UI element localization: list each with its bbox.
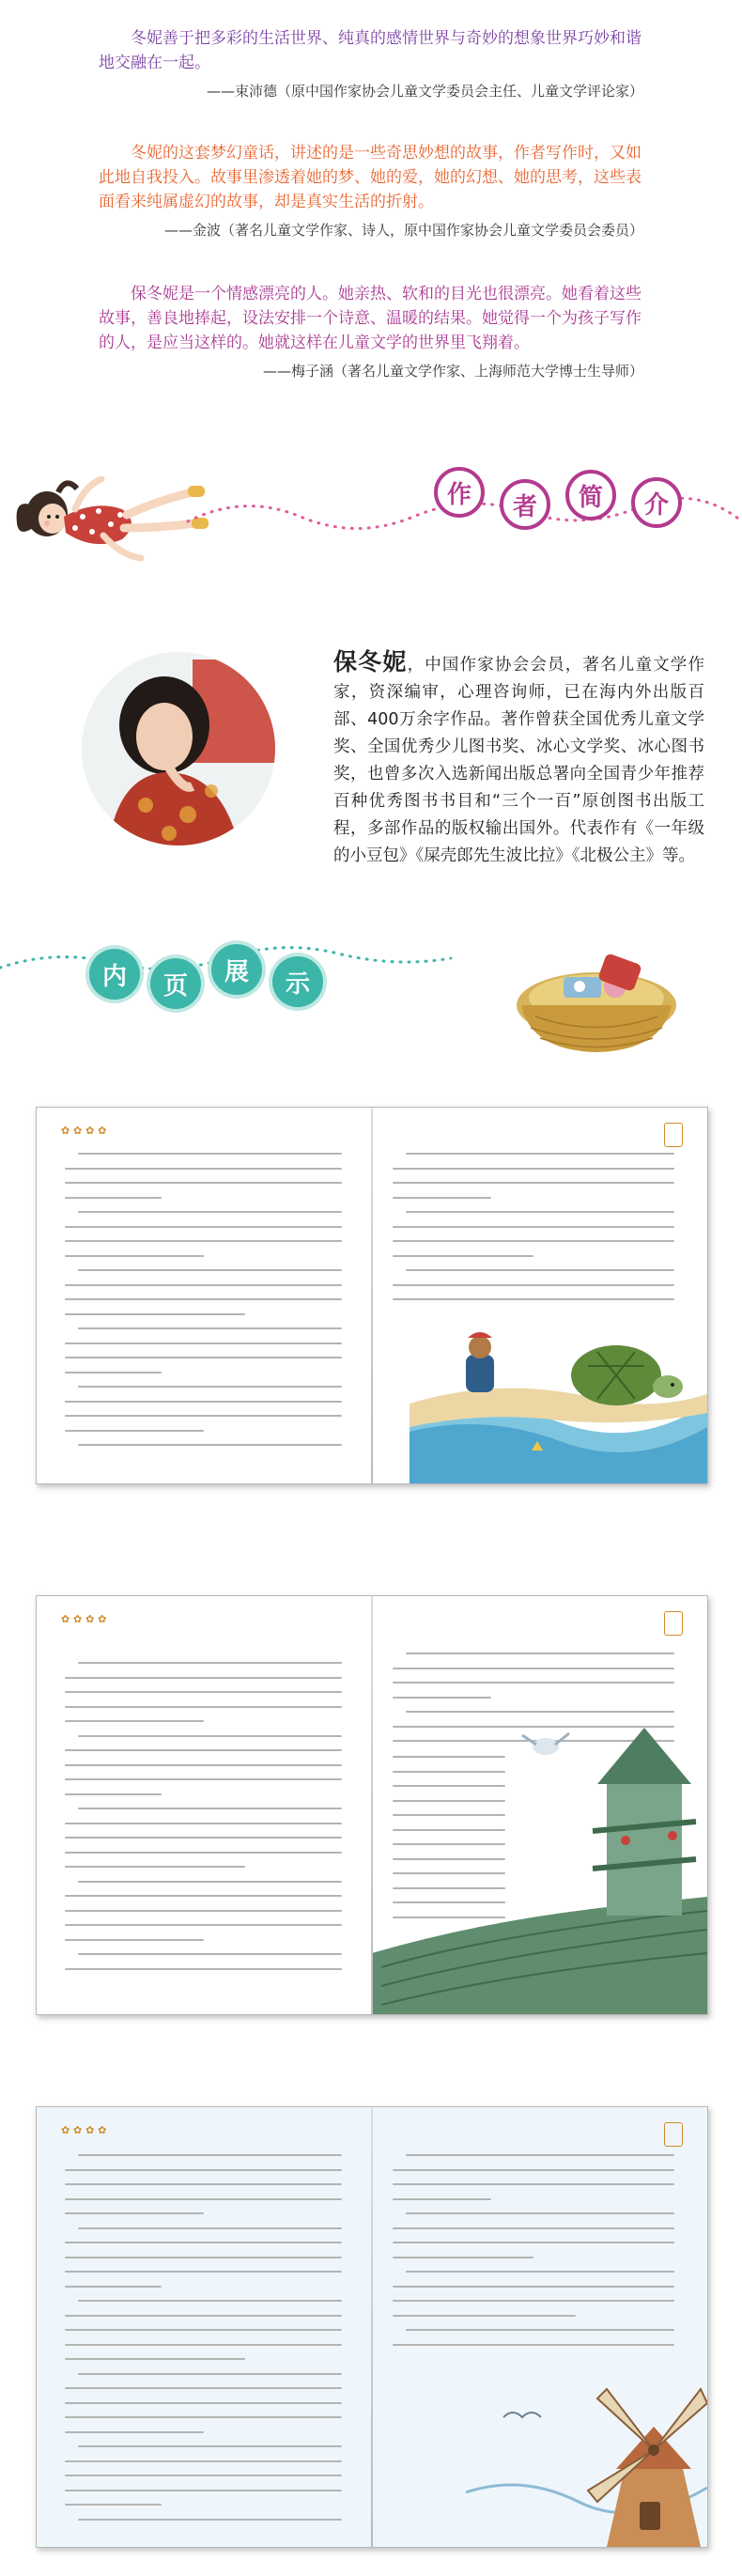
page-text-line xyxy=(65,1793,162,1795)
review-1 xyxy=(99,26,643,103)
page-text-line xyxy=(78,1153,342,1155)
page-text-line xyxy=(65,2329,342,2331)
page-text-line xyxy=(65,1342,342,1344)
page-text-line xyxy=(393,2169,674,2171)
review-text: 冬妮的这套梦幻童话，讲述的是一些奇思妙想的故事，作者写作时，又如此地自我投入。故事里渗透着她的梦、她的爱，她的幻想、她的思考，这些表面看来纯属虚幻的故事，却是真实生活的折射。 xyxy=(99,144,642,211)
spread-gutter xyxy=(371,1108,373,1483)
spread-left-page xyxy=(37,1108,372,1483)
page-text-line xyxy=(406,1211,674,1213)
spread-right-page xyxy=(372,1596,707,2014)
page-text-line xyxy=(393,1284,674,1286)
page-text-line xyxy=(393,2286,674,2288)
review-signature: ——金波（著名儿童文学作家、诗人，原中国作家协会儿童文学委员会委员） xyxy=(163,222,643,239)
page-text-line xyxy=(393,1697,491,1699)
author-bio xyxy=(333,648,704,870)
page-text-line xyxy=(65,2402,342,2404)
section-char: 页 xyxy=(150,958,201,1009)
page-text-line xyxy=(78,1269,342,1271)
page-text-line xyxy=(406,2329,674,2331)
page-text-line xyxy=(65,1372,162,1373)
page-text-line xyxy=(393,1668,674,1669)
page-text-line xyxy=(65,1939,204,1941)
page-text-line xyxy=(65,1298,342,1300)
page-text-line xyxy=(393,1182,674,1184)
page-text-line xyxy=(406,2154,674,2156)
page-spread-3 xyxy=(36,2106,708,2548)
author-photo xyxy=(80,650,277,847)
spread-left-page xyxy=(37,1596,372,2014)
page-text-line xyxy=(393,2227,674,2229)
review-text: 冬妮善于把多彩的生活世界、纯真的感情世界与奇妙的想象世界巧妙和谐地交融在一起。 xyxy=(99,29,642,72)
page-text-line xyxy=(65,2315,342,2317)
page-text-line xyxy=(393,2242,674,2243)
page-text-line xyxy=(406,1153,674,1155)
section-char: 介 xyxy=(631,477,682,528)
page-text-line xyxy=(65,1778,342,1780)
series-logo: ✿ ✿ ✿ ✿ xyxy=(61,1125,107,1137)
section-char: 者 xyxy=(500,479,550,530)
page-text-line xyxy=(78,1327,342,1329)
page-text-line xyxy=(65,2431,204,2433)
page-text-line xyxy=(78,2373,342,2375)
page-text-line xyxy=(65,2475,342,2476)
page-text-line xyxy=(65,1924,342,1926)
page-text-line xyxy=(406,2271,674,2273)
page-text-line xyxy=(65,2286,162,2288)
author-name: 保冬妮 xyxy=(333,648,408,675)
page-corner-mark xyxy=(664,1123,683,1147)
page-text-line xyxy=(65,2416,342,2418)
page-text-line xyxy=(65,1895,342,1897)
section-char: 内 xyxy=(89,949,140,1000)
section-char: 展 xyxy=(211,944,262,995)
page-text-line xyxy=(65,1401,342,1403)
page-text-line xyxy=(65,2504,162,2506)
page-text-line xyxy=(65,1357,342,1358)
page-text-line xyxy=(406,1711,674,1713)
page-text-line xyxy=(65,1866,245,1868)
page-spread-2 xyxy=(36,1595,708,2015)
author-description: ，中国作家协会会员，著名儿童文学作家，资深编审，心理咨询师，已在海内外出版百部、400万余字作品。著作曾获全国优秀儿童文学奖、全国优秀少儿图书奖、冰心文学奖、冰心图书奖，也曾多次入选新闻出版总署向全国青少年推荐百种优秀图书书目和“三个一百”原创图书出版工程，多部作品的版权输出国外。代表作有《一年级的小豆包》《屎壳郎先生波比拉》《北极公主》等。 xyxy=(333,656,704,865)
page-text-line xyxy=(78,1735,342,1737)
page-text-line xyxy=(65,1910,342,1912)
review-3 xyxy=(99,282,643,383)
page-text-line xyxy=(65,1837,342,1839)
review-2 xyxy=(99,141,643,242)
page-text-line xyxy=(65,2212,204,2214)
review-signature: ——束沛德（原中国作家协会儿童文学委员会主任、儿童文学评论家） xyxy=(206,83,643,100)
page-text-line xyxy=(65,2358,245,2360)
page-text-line xyxy=(65,2198,342,2200)
page-text-line xyxy=(78,1953,342,1955)
page-text-line xyxy=(65,1852,342,1854)
page-text-line xyxy=(65,2271,342,2273)
page-text-line xyxy=(393,1682,674,1684)
review-text: 保冬妮是一个情感漂亮的人。她亲热、软和的目光也很漂亮。她看着这些故事，善良地捧起，设法安排一个诗意、温暖的结果。她觉得一个为孩子写作的人，是应当这样的。她就这样在儿童文学的世界里飞翔着。 xyxy=(99,285,642,352)
spread-right-page xyxy=(372,2107,707,2547)
page-spread-1 xyxy=(36,1107,708,1484)
series-logo: ✿ ✿ ✿ ✿ xyxy=(61,2124,107,2136)
page-text-line xyxy=(65,1226,342,1228)
page-text-line xyxy=(65,2169,342,2171)
page-text-line xyxy=(65,2387,342,2389)
page-text-line xyxy=(78,2227,342,2229)
spread-right-page xyxy=(372,1108,707,1483)
section-char: 示 xyxy=(272,956,323,1007)
rooftop-illustration xyxy=(372,1718,707,2014)
spread-gutter xyxy=(371,1596,373,2014)
basket-illustration xyxy=(512,939,681,1062)
page-text-line xyxy=(65,1706,342,1708)
page-text-line xyxy=(65,1240,342,1242)
page-text-line xyxy=(65,2460,342,2462)
series-logo: ✿ ✿ ✿ ✿ xyxy=(61,1613,107,1625)
page-text-line xyxy=(65,1255,204,1257)
page-text-line xyxy=(78,1881,342,1883)
page-text-line xyxy=(406,1269,674,1271)
page-text-line xyxy=(78,1386,342,1388)
section-char: 简 xyxy=(565,470,616,520)
review-signature: ——梅子涵（著名儿童文学作家、上海师范大学博士生导师） xyxy=(262,363,643,380)
page-text-line xyxy=(65,1182,342,1184)
page-text-line xyxy=(65,1415,342,1417)
page-text-line xyxy=(78,1662,342,1664)
page-text-line xyxy=(65,2344,342,2346)
page-text-line xyxy=(65,1313,245,1315)
page-corner-mark xyxy=(664,1611,683,1636)
page-text-line xyxy=(393,1168,674,1170)
page-text-line xyxy=(393,1226,674,1228)
page-text-line xyxy=(65,2490,342,2491)
page-text-line xyxy=(78,2519,342,2521)
page-text-line xyxy=(393,2300,674,2302)
page-text-line xyxy=(393,1255,533,1257)
windmill-illustration xyxy=(466,2361,707,2547)
page-text-line xyxy=(65,1968,342,1970)
page-text-line xyxy=(393,1298,674,1300)
page-text-line xyxy=(393,2183,674,2185)
page-text-line xyxy=(78,2300,342,2302)
section-char: 作 xyxy=(434,467,485,518)
page-text-line xyxy=(393,1240,674,1242)
page-text-line xyxy=(65,1430,204,1432)
page-text-line xyxy=(65,1823,342,1824)
page-text-line xyxy=(393,2315,576,2317)
page-text-line xyxy=(393,1197,491,1199)
page-text-line xyxy=(65,1284,342,1286)
page-corner-mark xyxy=(664,2122,683,2147)
page-text-line xyxy=(65,2257,342,2258)
page-text-line xyxy=(65,1677,342,1679)
page-text-line xyxy=(78,2154,342,2156)
spread-left-page xyxy=(37,2107,372,2547)
page-text-line xyxy=(393,2257,533,2258)
page-text-line xyxy=(393,2344,674,2346)
page-text-line xyxy=(393,2198,491,2200)
spread-gutter xyxy=(371,2107,373,2547)
page-text-line xyxy=(65,2183,342,2185)
page-text-line xyxy=(406,1653,674,1654)
turtle-beach-illustration xyxy=(410,1310,707,1483)
page-text-line xyxy=(78,2445,342,2447)
page-text-line xyxy=(78,1211,342,1213)
page-text-line xyxy=(65,1168,342,1170)
page-text-line xyxy=(65,1197,162,1199)
page-text-line xyxy=(65,2242,342,2243)
page-text-line xyxy=(406,2212,674,2214)
page-text-line xyxy=(78,1444,342,1446)
page-text-line xyxy=(65,1720,204,1722)
page-text-line xyxy=(65,1749,342,1751)
wavy-divider-author xyxy=(0,484,742,540)
page-text-line xyxy=(78,1808,342,1809)
page-text-line xyxy=(65,1764,342,1766)
page-text-line xyxy=(65,1691,342,1693)
